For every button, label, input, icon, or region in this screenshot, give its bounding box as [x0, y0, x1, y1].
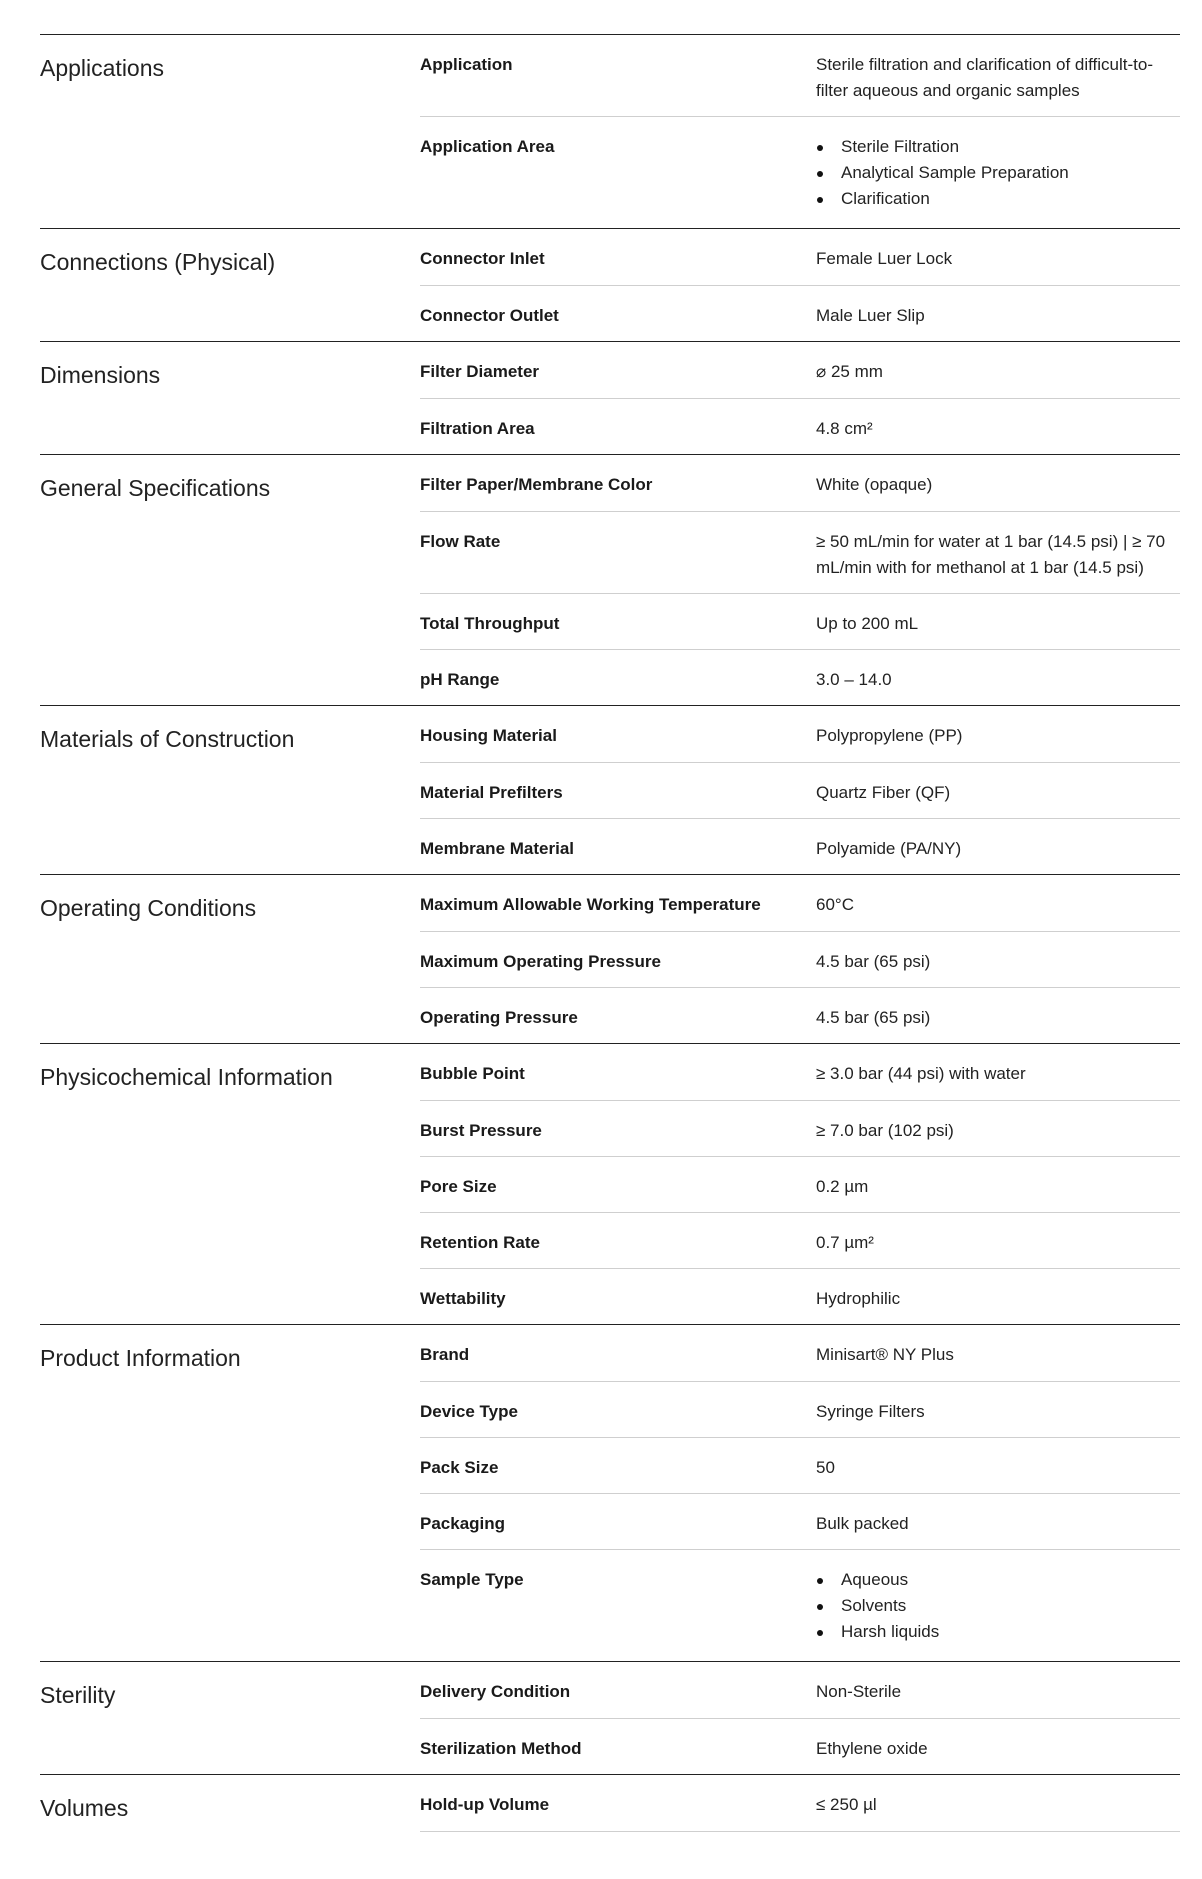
- spec-label: Application Area: [420, 137, 555, 156]
- spec-label: Device Type: [420, 1402, 518, 1421]
- spec-label: Maximum Allowable Working Temperature: [420, 895, 761, 914]
- spec-value: Quartz Fiber (QF): [816, 783, 951, 802]
- spec-row: [420, 1100, 1180, 1156]
- spec-row: [420, 818, 1180, 874]
- value-list: [816, 134, 1180, 212]
- value-list: [816, 1567, 1180, 1645]
- spec-label: Brand: [420, 1345, 470, 1364]
- spec-rows: [420, 1044, 1180, 1324]
- spec-section: [40, 228, 1180, 341]
- spec-label: Sterilization Method: [420, 1739, 582, 1758]
- spec-label: Burst Pressure: [420, 1121, 542, 1140]
- spec-row: [420, 1156, 1180, 1212]
- value-list-item: Harsh liquids: [841, 1619, 1180, 1645]
- spec-label: Filtration Area: [420, 419, 535, 438]
- spec-rows: [420, 706, 1180, 874]
- spec-value: Polyamide (PA/NY): [816, 839, 962, 858]
- spec-label: Sample Type: [420, 1570, 524, 1589]
- spec-label: Connector Inlet: [420, 249, 545, 268]
- spec-label: Filter Diameter: [420, 362, 540, 381]
- spec-row: [420, 455, 1180, 511]
- value-list-item: Solvents: [841, 1593, 1180, 1619]
- spec-row: [420, 931, 1180, 987]
- spec-row: [420, 1212, 1180, 1268]
- spec-value: 3.0 – 14.0: [816, 670, 892, 689]
- spec-label: Maximum Operating Pressure: [420, 952, 661, 971]
- section-title: Applications: [40, 55, 165, 81]
- spec-label: Pack Size: [420, 1458, 499, 1477]
- spec-label: Bubble Point: [420, 1064, 525, 1083]
- section-title: General Specifications: [40, 475, 271, 501]
- spec-row: [420, 398, 1180, 454]
- spec-section: [40, 874, 1180, 1043]
- spec-row: [420, 342, 1180, 398]
- section-title: Volumes: [40, 1795, 129, 1821]
- spec-row: [420, 762, 1180, 818]
- spec-rows: [420, 875, 1180, 1043]
- spec-value: ⌀ 25 mm: [816, 362, 883, 381]
- spec-section: [40, 1661, 1180, 1774]
- spec-rows: [420, 229, 1180, 341]
- spec-section: [40, 1324, 1180, 1661]
- section-title: Sterility: [40, 1682, 116, 1708]
- spec-row: [420, 1044, 1180, 1100]
- spec-label: pH Range: [420, 670, 500, 689]
- spec-row: [420, 1325, 1180, 1381]
- spec-row: [420, 706, 1180, 762]
- spec-value: [816, 117, 1180, 228]
- value-list-item: Aqueous: [841, 1567, 1180, 1593]
- spec-row: [420, 285, 1180, 341]
- spec-value: [816, 1550, 1180, 1661]
- spec-row: [420, 1549, 1180, 1661]
- spec-row: [420, 1718, 1180, 1774]
- spec-rows: [420, 1775, 1180, 1831]
- spec-row: [420, 875, 1180, 931]
- spec-label: Connector Outlet: [420, 306, 559, 325]
- spec-rows: [420, 35, 1180, 228]
- spec-section: [40, 1774, 1180, 1831]
- spec-value: 0.2 µm: [816, 1177, 869, 1196]
- section-title: Connections (Physical): [40, 249, 276, 275]
- spec-label: Wettability: [420, 1289, 506, 1308]
- spec-value: Non-Sterile: [816, 1682, 902, 1701]
- spec-value: 4.5 bar (65 psi): [816, 952, 931, 971]
- spec-row: [420, 116, 1180, 228]
- spec-rows: [420, 1662, 1180, 1774]
- table-end-divider: [420, 1831, 1180, 1832]
- spec-value: 4.8 cm²: [816, 419, 873, 438]
- spec-value: Ethylene oxide: [816, 1739, 928, 1758]
- value-list-item: Sterile Filtration: [841, 134, 1180, 160]
- spec-label: Packaging: [420, 1514, 506, 1533]
- section-title: Dimensions: [40, 362, 161, 388]
- spec-label: Total Throughput: [420, 614, 560, 633]
- spec-section: [40, 34, 1180, 228]
- spec-row: [420, 649, 1180, 705]
- spec-value: 50: [816, 1458, 835, 1477]
- spec-value: Bulk packed: [816, 1514, 909, 1533]
- spec-value: 0.7 µm²: [816, 1233, 874, 1252]
- spec-row: [420, 987, 1180, 1043]
- spec-row: [420, 1775, 1180, 1831]
- spec-row: [420, 35, 1180, 116]
- spec-section: [40, 454, 1180, 705]
- spec-value: ≥ 50 mL/min for water at 1 bar (14.5 psi) | ≥ 70 mL/min with for methanol at 1 bar (14.5 psi): [816, 532, 1166, 577]
- spec-value: Sterile filtration and clarification of difficult-to-filter aqueous and organic samples: [816, 55, 1154, 100]
- spec-section: [40, 341, 1180, 454]
- section-title: Physicochemical Information: [40, 1064, 333, 1090]
- spec-label: Membrane Material: [420, 839, 574, 858]
- spec-row: [420, 1493, 1180, 1549]
- spec-label: Operating Pressure: [420, 1008, 578, 1027]
- spec-rows: [420, 1325, 1180, 1661]
- value-list-item: Clarification: [841, 186, 1180, 212]
- spec-row: [420, 1437, 1180, 1493]
- spec-label: Delivery Condition: [420, 1682, 571, 1701]
- spec-rows: [420, 455, 1180, 705]
- section-title: Operating Conditions: [40, 895, 257, 921]
- spec-value: ≥ 3.0 bar (44 psi) with water: [816, 1064, 1026, 1083]
- spec-label: Application: [420, 55, 513, 74]
- spec-value: 4.5 bar (65 psi): [816, 1008, 931, 1027]
- spec-value: ≥ 7.0 bar (102 psi): [816, 1121, 954, 1140]
- spec-row: [420, 1662, 1180, 1718]
- spec-section: [40, 705, 1180, 874]
- spec-label: Flow Rate: [420, 532, 501, 551]
- section-title: Product Information: [40, 1345, 241, 1371]
- spec-rows: [420, 342, 1180, 454]
- spec-label: Filter Paper/Membrane Color: [420, 475, 653, 494]
- spec-value: Minisart® NY Plus: [816, 1345, 954, 1364]
- spec-row: [420, 1381, 1180, 1437]
- spec-row: [420, 511, 1180, 593]
- spec-value: Male Luer Slip: [816, 306, 925, 325]
- spec-row: [420, 229, 1180, 285]
- spec-row: [420, 593, 1180, 649]
- spec-table: [40, 34, 1180, 1832]
- value-list-item: Analytical Sample Preparation: [841, 160, 1180, 186]
- spec-section: [40, 1043, 1180, 1324]
- spec-label: Pore Size: [420, 1177, 497, 1196]
- spec-label: Retention Rate: [420, 1233, 540, 1252]
- spec-value: 60°C: [816, 895, 854, 914]
- spec-value: Syringe Filters: [816, 1402, 925, 1421]
- spec-value: White (opaque): [816, 475, 933, 494]
- spec-value: ≤ 250 µl: [816, 1795, 877, 1814]
- spec-row: [420, 1268, 1180, 1324]
- spec-value: Up to 200 mL: [816, 614, 919, 633]
- spec-value: Polypropylene (PP): [816, 726, 963, 745]
- spec-label: Material Prefilters: [420, 783, 563, 802]
- spec-value: Female Luer Lock: [816, 249, 953, 268]
- section-title: Materials of Construction: [40, 726, 295, 752]
- spec-label: Hold-up Volume: [420, 1795, 550, 1814]
- spec-label: Housing Material: [420, 726, 557, 745]
- spec-value: Hydrophilic: [816, 1289, 901, 1308]
